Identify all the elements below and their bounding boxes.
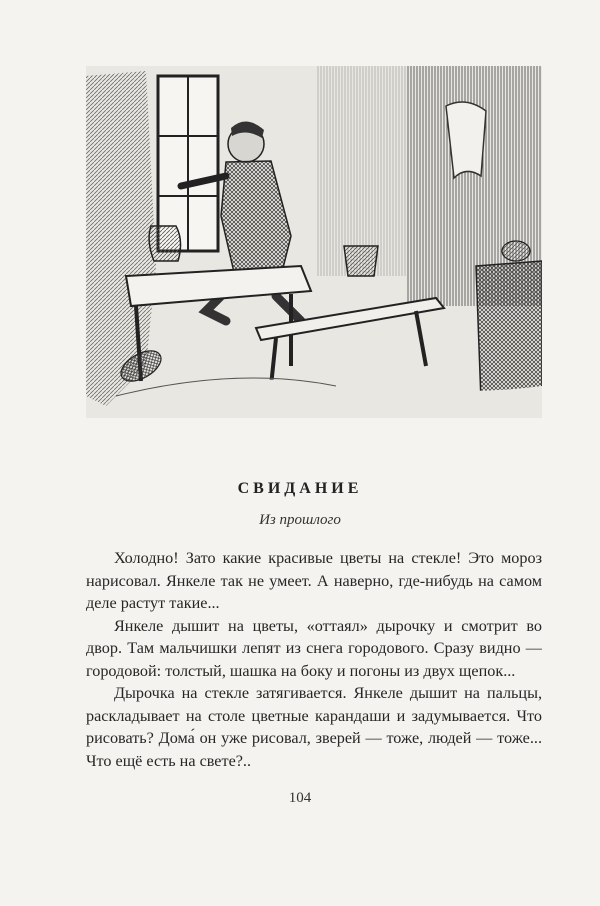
story-illustration [86, 66, 542, 418]
paragraph: Янкеле дышит на цветы, «оттаял» дырочку и смотрит во двор. Там мальчишки лепят из снега городового. Сразу видно — городовой: толстый, шашка на боку и погоны из двух щепок... [86, 616, 542, 680]
paragraph: Дырочка на стекле затягивается. Янкеле дышит на пальцы, раскладывает на столе цветные карандаши и задумывается. Что рисовать? Дома́ он уже рисовал, зверей — тоже, людей — тоже... Что ещё есть на свете?.. [86, 684, 542, 770]
illustration-drawing [86, 66, 542, 418]
story-subtitle: Из прошлого [259, 512, 341, 528]
paragraph: Холодно! Зато какие красивые цветы на стекле! Это мороз нарисовал. Янкеле так не умеет. А наверно, где-нибудь на самом деле растут такие... [86, 549, 542, 612]
story-body [86, 547, 542, 772]
story-title: СВИДАНИЕ [237, 480, 363, 497]
page-number: 104 [288, 790, 312, 806]
